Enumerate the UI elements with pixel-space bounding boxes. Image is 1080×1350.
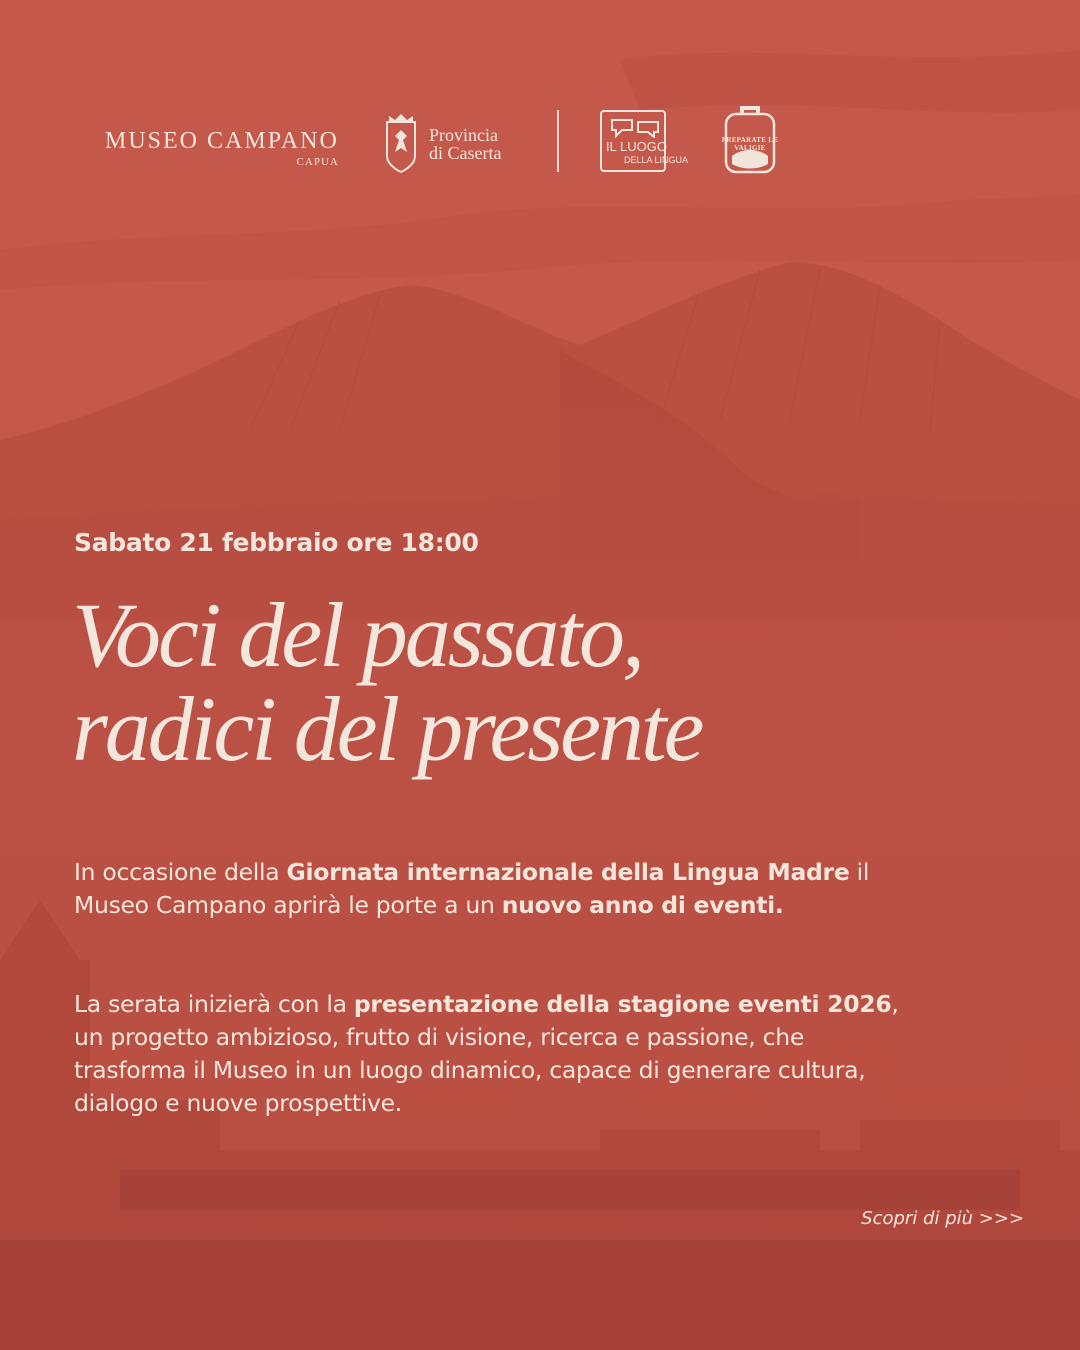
title-line-2: radici del presente	[72, 678, 702, 780]
details-paragraph: La serata inizierà con la presentazione della stagione eventi 2026, un progetto ambizioso, frutto di visione, ricerca e passione, che trasforma il Museo in un luogo dinamico, capace di generare cultura, dialogo e nuove prospettive.	[74, 990, 899, 1117]
title-line-1: Voci del passato,	[72, 584, 642, 686]
discover-more-link[interactable]: Scopri di più >>>	[861, 1208, 1024, 1229]
preparate-le-valigie-logo: PREPARATE LE VALIGIE	[708, 100, 792, 180]
partner-logos	[0, 100, 1080, 190]
speech-heart-icon	[608, 116, 662, 138]
museo-campano-logo: MUSEO CAMPANO CAPUA	[105, 128, 339, 168]
logo-divider	[557, 110, 559, 172]
provincia-caserta-logo: Provincia di Caserta	[383, 112, 523, 174]
intro-paragraph: In occasione della Giornata internazionale della Lingua Madre il Museo Campano aprirà le porte a un nuovo anno di eventi.	[74, 858, 870, 919]
luogo-della-lingua-logo: IL LUOGO DELLA LINGUA	[600, 110, 666, 172]
event-date: Sabato 21 febbraio ore 18:00	[74, 528, 479, 557]
provincia-crest-icon	[383, 112, 419, 174]
event-title	[72, 584, 1012, 780]
